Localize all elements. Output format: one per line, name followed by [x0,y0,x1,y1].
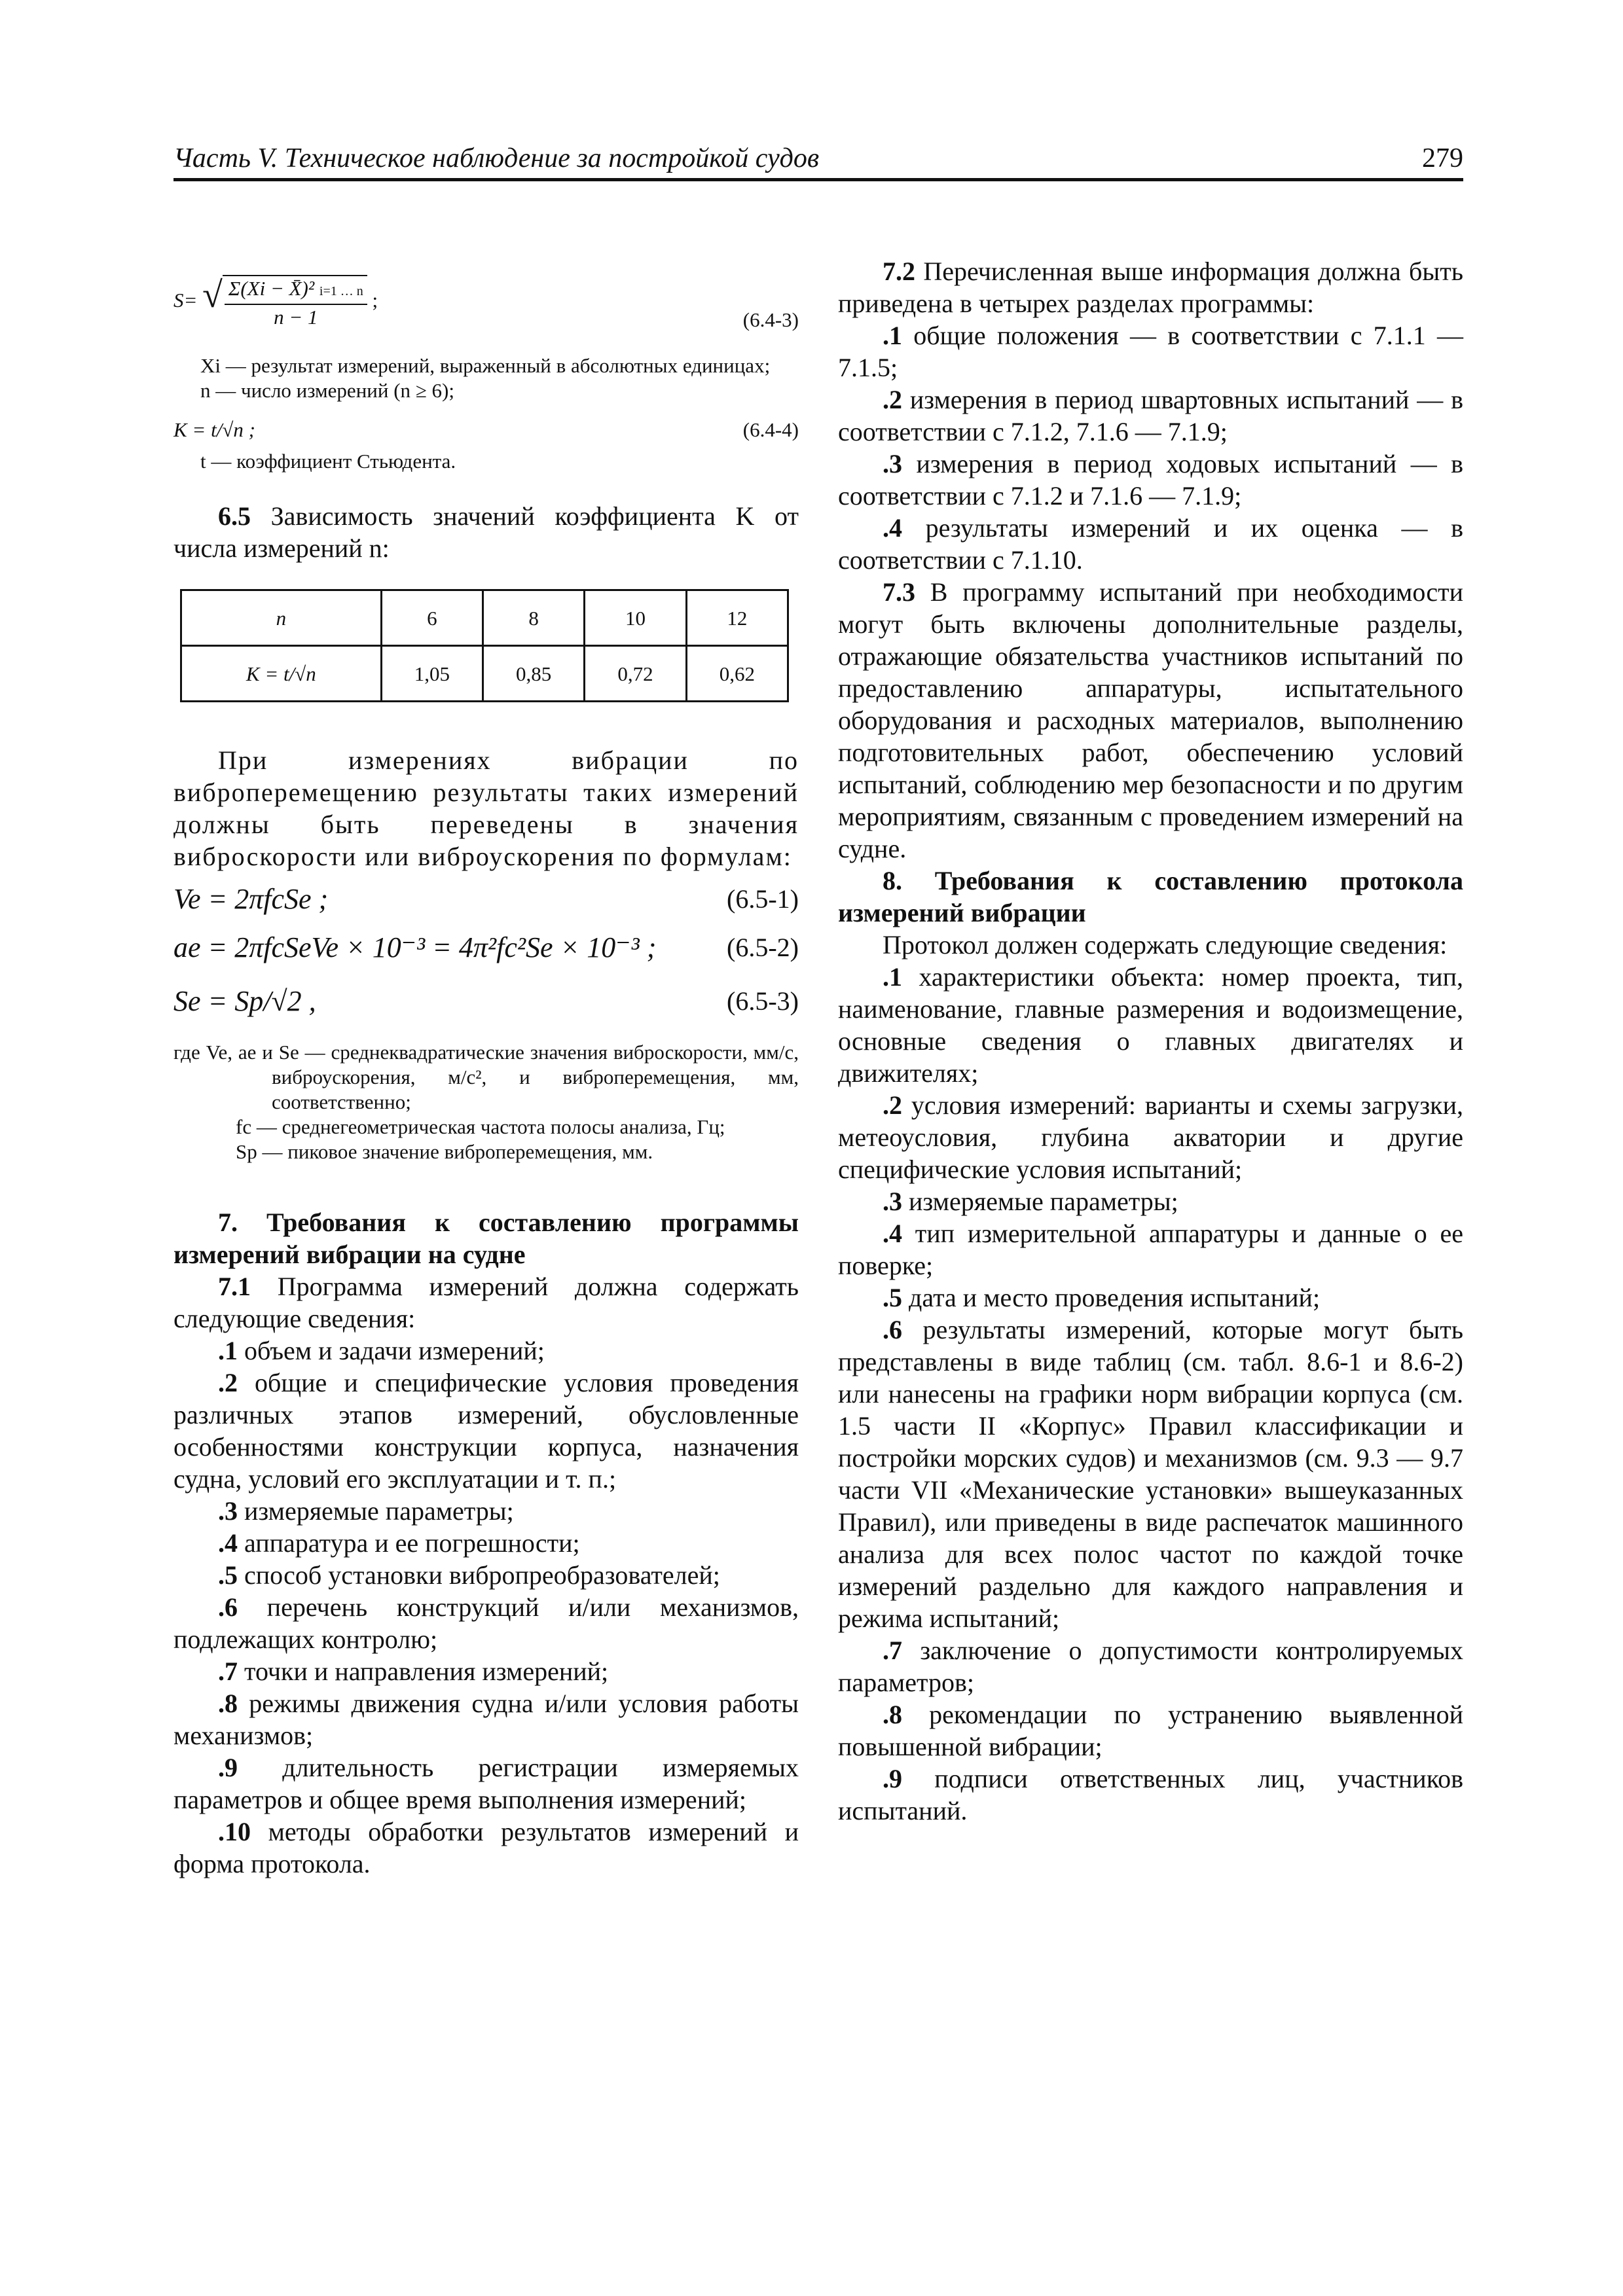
table-cell: 10 [585,590,686,646]
list-item [838,1634,1463,1698]
formula-6-4-3-denominator: n − 1 [274,306,318,329]
list-item-number: .8 [218,1689,238,1718]
paragraph-7-2 [838,255,1463,319]
formula-6-5-3 [173,981,799,1035]
paragraph-7-3 [838,576,1463,865]
paragraph-6-5 [173,500,799,564]
table-cell: 1,05 [381,646,483,702]
paragraph-7-1-number: 7.1 [218,1272,251,1301]
list-item [838,448,1463,512]
table-cell: 0,85 [483,646,584,702]
formula-6-5-3-number: (6.5-3) [727,986,799,1016]
list-item [173,1591,799,1655]
formula-6-4-3: S= √ $\frac{\text{Σ(Xi − X̄)² i=1 … n}}{n - 1}$ ; (6.4-3) [173,275,799,331]
formula-6-5-2-number: (6.5-2) [727,933,799,962]
list-item-text: аппаратура и ее погрешности; [244,1528,580,1558]
table-cell: 12 [686,590,788,646]
list-item-number: .1 [883,962,902,992]
paragraph-7-3-number: 7.3 [883,577,915,607]
list-item-text: рекомендации по устранению выявленной повышенной вибрации; [838,1700,1463,1761]
table-cell: 0,62 [686,646,788,702]
list-item-text: объем и задачи измерений; [244,1336,545,1365]
list-item-text: методы обработки результатов измерений и форма протокола. [173,1817,799,1878]
list-item-text: условия измерений: варианты и схемы загрузки, метеоусловия, глубина акватории и другие специфические условия испытаний; [838,1090,1464,1184]
list-item [838,1217,1463,1282]
list-item-number: .1 [218,1336,238,1365]
list-item-number: .4 [218,1528,238,1558]
table-header-n: n [181,590,382,646]
list-item-text: результаты измерений, которые могут быть представлены в виде таблиц (см. табл. 8.6-1 и 8.6-2) или нанесены на графики норм вибрации корпуса (см. 1.5 части II «Корпус» Правил классификации и постройки морских судов) и механизмов (см. 9.3 — 9.7 части VII «Механические установки» вышеуказанных Правил), или приведены в виде распечаток машинного анализа для всех полос частот по каждой точке измерений раздельно для каждого направления и режима испытаний; [838,1315,1464,1633]
formula-6-4-3-sum-limits: i=1 … n [319,284,363,298]
formula-6-5-1-text: Ve = 2πfcSe ; [173,883,329,915]
formula-6-4-3-numerator: Σ(Xi − X̄)² [228,277,315,300]
sqrt-sign: √ [202,275,223,316]
paragraph-7-2-number: 7.2 [883,257,915,286]
table-row [181,646,788,702]
list-item-text: режимы движения судна и/или условия работы механизмов; [173,1689,799,1750]
list-item-number: .4 [883,1219,902,1248]
formula-6-4-3-number: (6.4-3) [742,308,799,331]
legend-fc: fc — среднегеометрическая частота полосы анализа, Гц; [236,1115,725,1138]
formula-6-4-3-lhs: S= [173,289,198,312]
paragraph-7-1 [173,1270,799,1335]
list-item-number: .2 [883,385,902,414]
list-item [173,1816,799,1880]
list-item-text: измеряемые параметры; [909,1187,1178,1216]
list-item-number: .3 [883,449,902,478]
list-item-number: .6 [883,1315,902,1344]
list-item-number: .9 [218,1753,238,1782]
list-item-number: .7 [218,1657,238,1686]
list-item [173,1687,799,1751]
list-item [838,512,1463,576]
list-item-text: точки и направления измерений; [244,1657,609,1686]
list-item-text: длительность регистрации измеряемых параметров и общее время выполнения измерений; [173,1753,799,1814]
list-item-number: .5 [218,1560,238,1590]
list-item-number: .3 [883,1187,902,1216]
list-item-number: .8 [883,1700,902,1729]
paragraph-6-5-text: Зависимость значений коэффициента K от числа измерений n: [173,501,799,563]
list-item-text: подписи ответственных лиц, участников испытаний. [838,1764,1464,1825]
list-item-number: .1 [883,321,902,350]
list-item-number: .5 [883,1283,902,1312]
list-item [173,1527,799,1559]
list-item-number: .4 [883,513,902,543]
list-item [838,961,1463,1089]
student-coefficient-table [180,589,789,702]
list-item-text: результаты измерений и их оценка — в соответствии с 7.1.10. [838,513,1464,575]
list-item-text: измерения в период швартовных испытаний — в соответствии с 7.1.2, 7.1.6 — 7.1.9; [838,385,1463,446]
section-8-heading: 8. Требования к составлению протокола измерений вибрации [838,866,1463,927]
list-item-number: .3 [218,1496,238,1526]
list-item-text: заключение о допустимости контролируемых параметров; [838,1636,1463,1697]
vibration-conversion-paragraph: При измерениях вибрации по виброперемещению результаты таких измерений должны быть переведены в значения виброскорости или виброускорения по формулам: [173,745,799,871]
formula-6-5-1-number: (6.5-1) [727,884,799,914]
list-item [838,319,1463,384]
page-number: 279 [1422,143,1463,173]
list-item-text: дата и место проведения испытаний; [909,1283,1321,1312]
paragraph-6-5-number: 6.5 [218,501,251,531]
list-item-text: измеряемые параметры; [244,1496,514,1526]
formula-6-4-3-fraction [223,275,367,330]
list-item [838,1698,1463,1763]
list-item-text: измерения в период ходовых испытаний — в соответствии с 7.1.2 и 7.1.6 — 7.1.9; [838,449,1464,511]
formula-6-5-2-text: ae = 2πfcSeVe × 10⁻³ = 4π²fc²Se × 10⁻³ ; [173,931,657,963]
paragraph-7-1-text: Программа измерений должна содержать следующие сведения: [173,1272,799,1333]
formulas-6-4 [173,255,799,474]
definition-xi: Xi — результат измерений, выраженный в абсолютных единицах; [200,354,771,377]
list-item-text: общие положения — в соответствии с 7.1.1 — 7.1.5; [838,321,1463,382]
table-cell: 6 [381,590,483,646]
section-8-intro: Протокол должен содержать следующие сведения: [883,930,1448,960]
list-item [173,1655,799,1687]
legend-ve-ae-se: где Ve, ae и Se — среднеквадратические значения виброскорости, мм/с, виброускорения, м/с², и виброперемещения, мм, соответственно; [173,1041,799,1113]
list-item-number: .9 [883,1764,902,1793]
section-7-heading: 7. Требования к составлению программы измерений вибрации на судне [173,1208,799,1269]
formula-6-5-1 [173,879,799,927]
list-item-text: тип измерительной аппаратуры и данные о ее поверке; [838,1219,1463,1280]
list-item-number: .6 [218,1592,238,1622]
list-item-text: характеристики объекта: номер проекта, тип, наименование, главные размерения и водоизмещение, основные сведения о главных двигателях и движителях; [838,962,1463,1088]
list-item [838,1314,1463,1634]
list-item-text: общие и специфические условия проведения различных этапов измерений, обусловленные особенностями конструкции корпуса, назначения судна, условий его эксплуатации и т. п.; [173,1368,799,1494]
list-item-number: .2 [883,1090,902,1120]
legend-sp: Sp — пиковое значение виброперемещения, мм. [236,1140,653,1163]
definition-t: t — коэффициент Стьюдента. [200,450,456,473]
paragraph-7-2-text: Перечисленная выше информация должна быть приведена в четырех разделах программы: [838,257,1464,318]
list-item [838,384,1463,448]
list-item-text: перечень конструкций и/или механизмов, подлежащих контролю; [173,1592,799,1654]
list-item-number: .10 [218,1817,251,1846]
left-column [173,255,799,1880]
formula-6-4-4-number: (6.4-4) [742,418,799,441]
right-column [838,255,1463,1827]
table-cell: 0,72 [585,646,686,702]
list-item [838,1089,1463,1185]
formula-6-5-3-text: Se = Sp/√2 , [173,985,316,1017]
list-item [173,1495,799,1527]
list-item [838,1763,1463,1827]
list-item [173,1751,799,1816]
list-item [838,1185,1463,1217]
table-cell: 8 [483,590,584,646]
list-item-text: способ установки вибропреобразователей; [244,1560,720,1590]
paragraph-7-3-text: В программу испытаний при необходимости могут быть включены дополнительные разделы, отражающие обязательства участников испытаний по предоставлению аппаратуры, испытательного оборудования и расходных материалов, выполнению подготовительных работ, обеспечению условий испытаний, соблюдению мер безопасности и по другим мероприятиям, связанным с проведением измерений на судне. [838,577,1463,863]
list-item [173,1367,799,1495]
list-item [838,1282,1463,1314]
list-item [173,1335,799,1367]
header-rule [173,178,1463,181]
list-item-number: .7 [883,1636,902,1665]
formula-6-4-4 [173,414,799,444]
table-row [181,590,788,646]
table-header-k: K = t/√n [181,646,382,702]
list-item-number: .2 [218,1368,238,1397]
formula-legend [173,1040,799,1164]
list-item [173,1559,799,1591]
formula-6-5-2 [173,927,799,981]
running-header-title: Часть V. Техническое наблюдение за постройкой судов [173,143,820,173]
definition-n: n — число измерений (n ≥ 6); [200,379,454,402]
formula-6-4-4-text: K = t/√n ; [173,418,255,441]
